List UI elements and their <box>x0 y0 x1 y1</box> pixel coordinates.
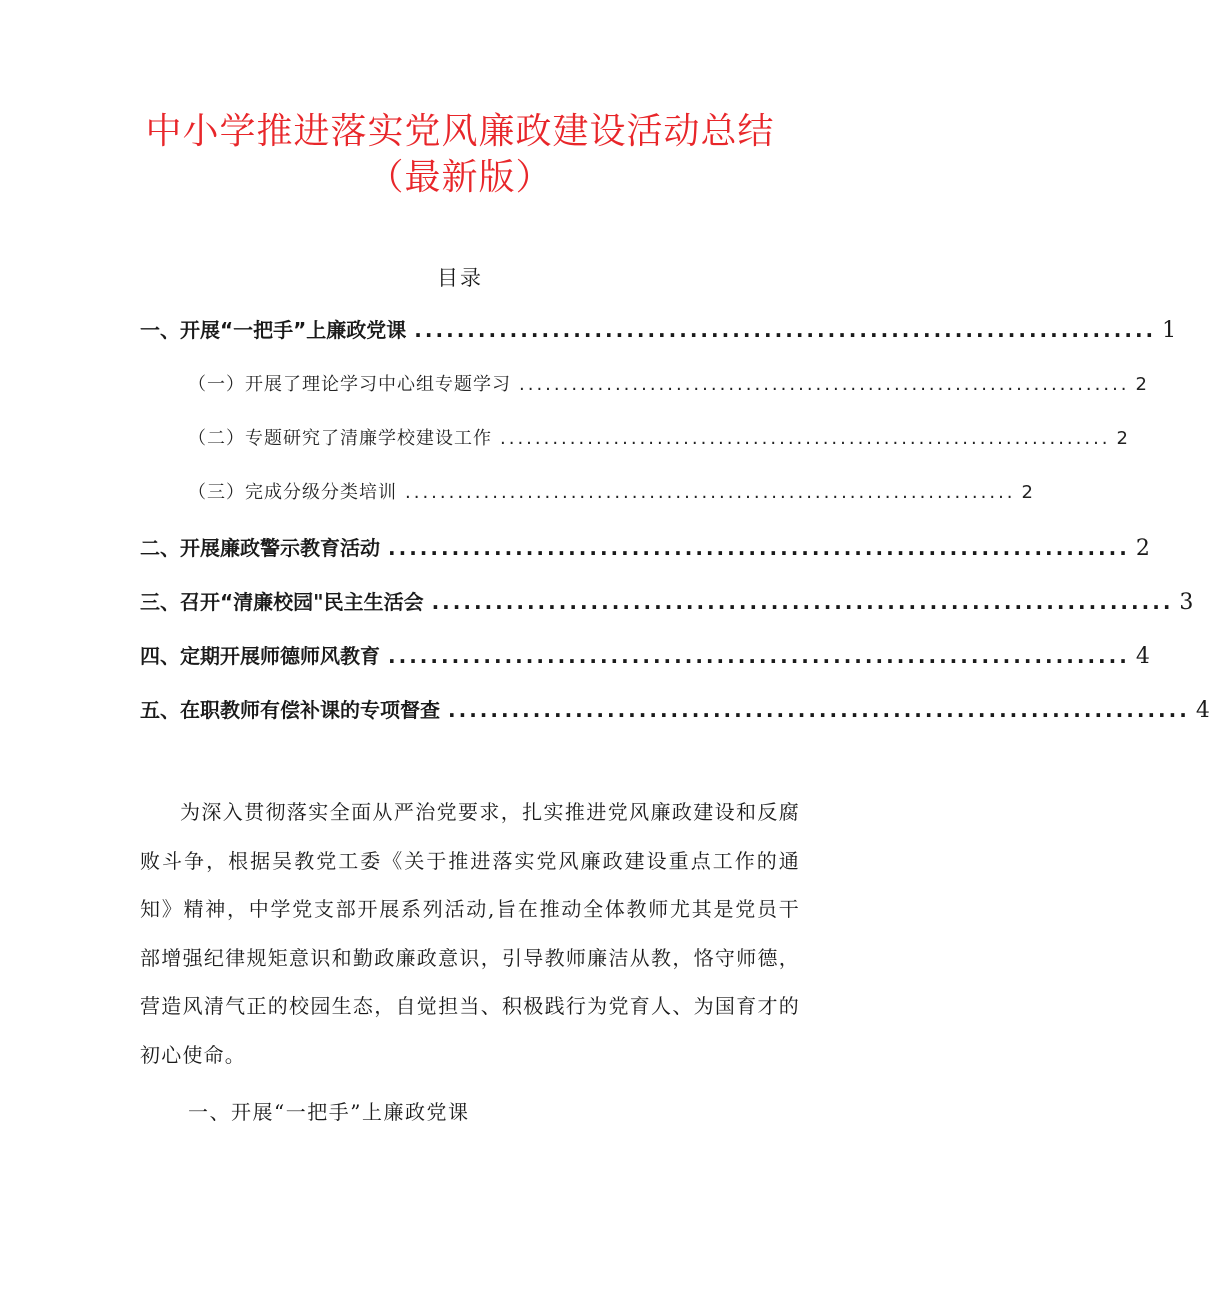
toc-entry[interactable] <box>188 478 1033 504</box>
toc-entry[interactable] <box>140 586 1194 615</box>
toc-entry[interactable] <box>140 314 1177 343</box>
toc-entry[interactable] <box>140 694 1210 723</box>
toc-entry-page: 1 <box>1162 318 1177 343</box>
toc-entry-page: 4 <box>1195 698 1210 723</box>
toc-entry[interactable] <box>188 424 1128 450</box>
toc-entry-page: 2 <box>1021 482 1033 503</box>
toc-leader-dots: ...................................................................... <box>519 374 1130 395</box>
toc-entry[interactable] <box>188 370 1147 396</box>
section-heading: 一、开展“一把手”上廉政党课 <box>188 1100 470 1124</box>
toc-leader-dots: ...................................................................... <box>500 428 1111 449</box>
toc-entry-label: 五、在职教师有偿补课的专项督查 <box>140 698 440 722</box>
toc-entry-label: 一、开展“一把手”上廉政党课 <box>140 318 407 342</box>
toc-entry[interactable] <box>140 532 1150 561</box>
toc-entry-label: 四、定期开展师德师风教育 <box>140 644 380 668</box>
toc-entry-label: 三、召开“清廉校园"民主生活会 <box>140 590 424 614</box>
toc-entry-page: 4 <box>1135 644 1150 669</box>
toc-entry-page: 2 <box>1135 374 1147 395</box>
toc-leader-dots: ...................................................................... <box>448 698 1190 722</box>
toc-entry[interactable] <box>140 640 1150 669</box>
toc-heading: 目录 <box>437 266 483 290</box>
toc-leader-dots: ...................................................................... <box>405 482 1016 503</box>
toc-entry-label: （一）开展了理论学习中心组专题学习 <box>188 374 511 395</box>
toc-leader-dots: ...................................................................... <box>431 590 1174 614</box>
toc-entry-label: （三）完成分级分类培训 <box>188 482 397 503</box>
toc-entry-label: （二）专题研究了清廉学校建设工作 <box>188 428 492 449</box>
toc-entry-label: 二、开展廉政警示教育活动 <box>140 536 380 560</box>
toc-leader-dots: ...................................................................... <box>388 536 1130 560</box>
document-title-edition: （最新版） <box>367 157 553 198</box>
toc-leader-dots: ...................................................................... <box>388 644 1130 668</box>
document-title: 中小学推进落实党风廉政建设活动总结 <box>145 111 775 152</box>
intro-paragraph: 为深入贯彻落实全面从严治党要求，扎实推进党风廉政建设和反腐败斗争，根据吴教党工委《关于推进落实党风廉政建设重点工作的通知》精神，中学党支部开展系列活动,旨在推动全体教师尤其是党员干部增强纪律规矩意识和勤政廉政意识，引导教师廉洁从教，恪守师德，营造风清气正的校园生态，自觉担当、积极践行为党育人、为国育才的初心使命。 <box>140 800 800 1067</box>
toc-entry-page: 3 <box>1179 590 1194 615</box>
toc-leader-dots: ...................................................................... <box>414 318 1157 342</box>
toc-entry-page: 2 <box>1116 428 1128 449</box>
toc-entry-page: 2 <box>1135 536 1150 561</box>
